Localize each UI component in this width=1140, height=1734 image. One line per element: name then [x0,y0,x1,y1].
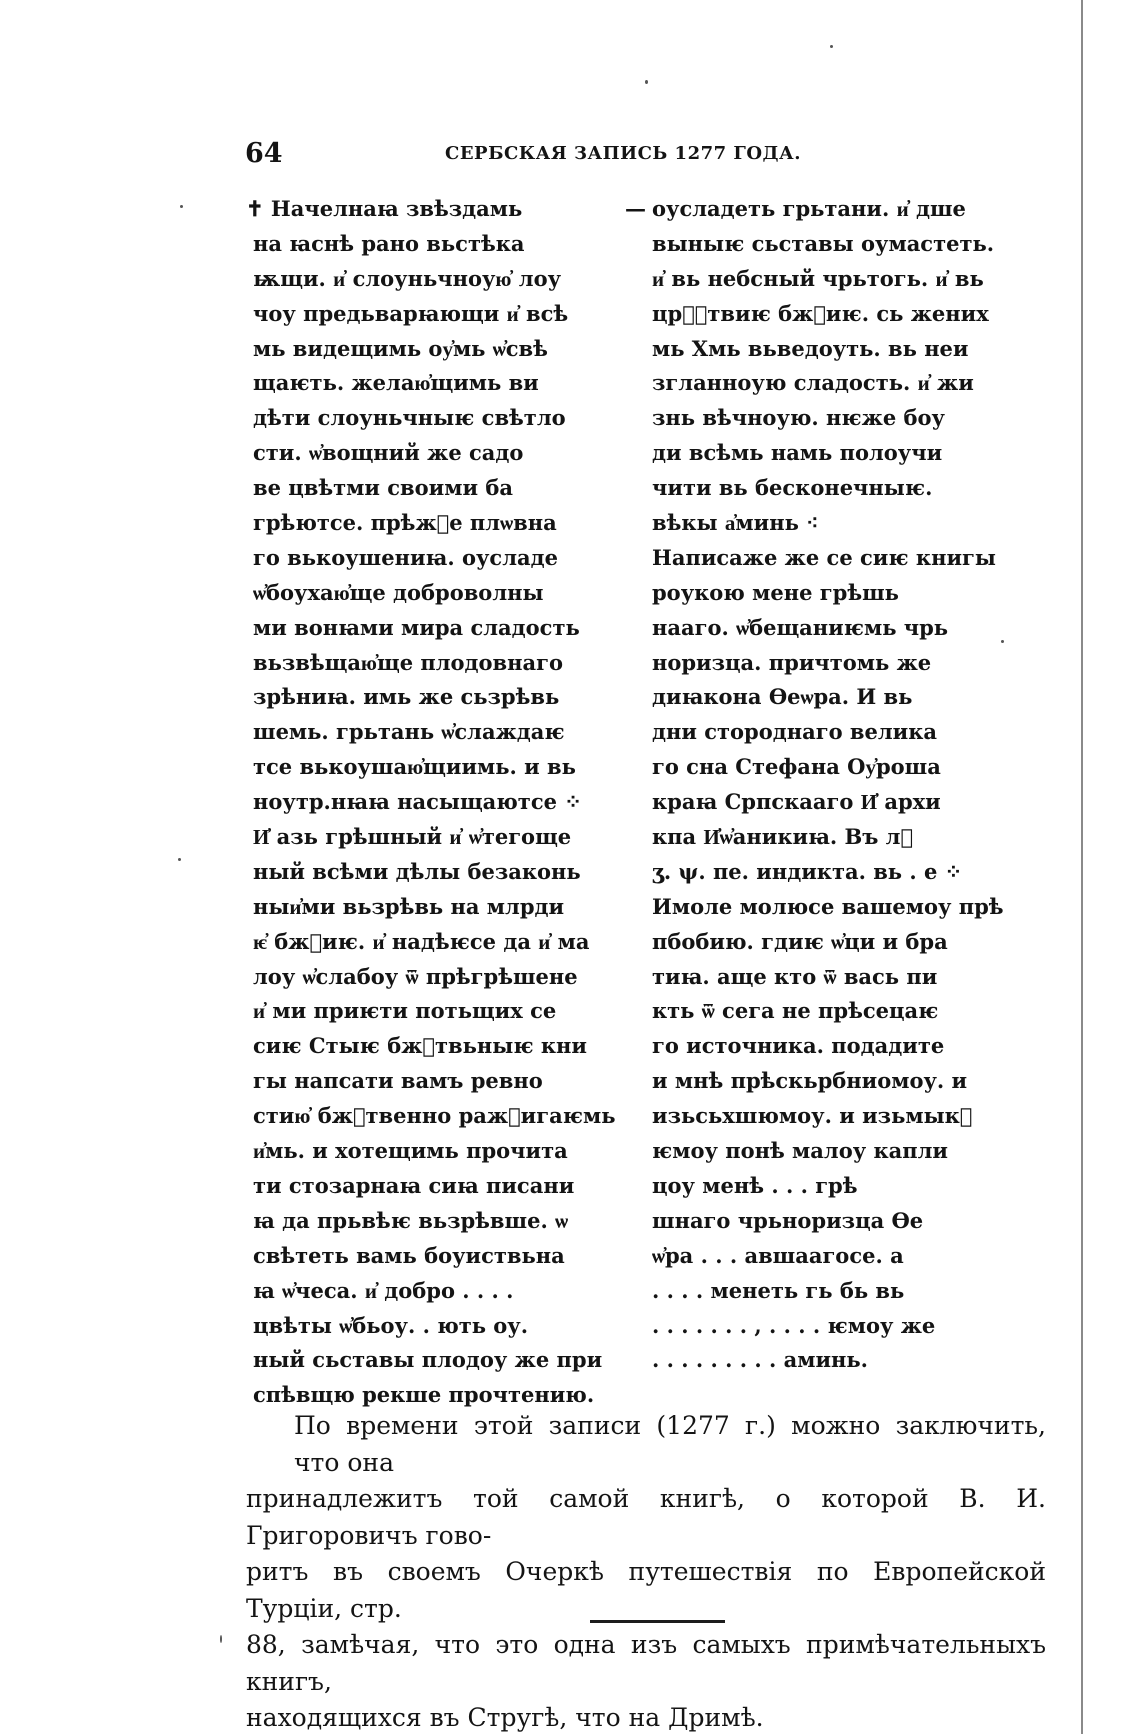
text-line: вѣкы а҆минь ⁖ [652,510,819,536]
commentary-paragraph [246,1408,1046,1734]
running-title: СЕРБСКАЯ ЗАПИСЬ 1277 ГОДА. [445,143,801,164]
text-line: ѡ҆ра . . . авшаагосе. а [652,1242,904,1268]
text-line: тсе вькоушаю҆щиимь. и вь [253,754,576,780]
text-line: дѣти слоуньчныѥ свѣтло [253,405,566,431]
scan-speck [220,1635,222,1643]
text-line: шемь. грьтань ѡ҆слаждаѥ [253,719,565,745]
text-line: нааго. ѡ҆бещаниѥмь чрь [652,614,949,640]
text-line: на ꙗснѣ рано вьстѣка [253,230,525,256]
text-line: чоу предьварꙗющи и҆ всѣ [253,300,569,326]
scan-speck [180,205,183,208]
text-line: ноутр.нꙗꙗ насыщаютсе ⁘ [253,789,582,815]
text-line: цвѣты ѡ҆бьоу. . ють оу. [253,1312,529,1338]
scan-speck [830,45,833,48]
text-line: сти. ѡ҆вощний же садо [253,440,524,466]
text-line: свѣтеть вамь боуиствьна [253,1242,565,1268]
text-line: сиѥ Стыѥ бжⷵтвьныѥ кни [253,1033,587,1059]
text-line: ный сьставы плодоу же при [253,1347,603,1373]
text-line: ѭщи. и҆ слоуньчноую҆ лоу [253,265,562,291]
text-line: мь видещимь оу҆мь ѡ҆свѣ [253,335,548,361]
text-line: ве цвѣтми своими ба [253,475,513,501]
text-line: вьзвѣщаю҆ще плодовнаго [253,649,564,675]
text-line: ный всѣми дѣлы безаконь [253,858,581,884]
text-line: . . . . . . . , . . . . ѥмоу же [652,1312,936,1338]
text-line: црⷭ҇твиѥ бжⷵиѥ. сь жених [652,300,989,326]
commentary-line: принадлежитъ той самой книгѣ, о которой В. И. Григоровичъ гово- [246,1484,1046,1550]
text-line: мь Хмь вьведоуть. вь неи [652,335,969,361]
text-line: ѥ҆ бжⷵиѥ. и҆ надѣѥсе да и҆ ма [253,928,590,954]
text-line: ныи҆ми вьзрѣвь на млрди [253,893,565,919]
text-line: пбобию. гдиѥ ѡ҆ци и бра [652,928,948,954]
text-line: и мнѣ прѣскьрбниомоу. и [652,1068,968,1094]
text-line: ѡ҆боухаю҆ще доброволны [253,579,544,605]
text-line: ꙗ да прьвѣѥ вьзрѣвше. ѡ [253,1207,569,1233]
text-line: го источника. подадите [652,1033,945,1059]
text-line: чити вь бесконечныѥ. [652,475,933,501]
left-text-column [246,192,616,1413]
commentary-line: находящихся въ Стругѣ, что на Дримѣ. [246,1703,764,1732]
text-line: диꙗкона Өеѡра. И вь [652,684,913,710]
text-line: роукою мене грѣшь [652,579,899,605]
text-line: оусладеть грьтани. и҆ дше [652,196,966,221]
text-line: И҆ азь грѣшный и҆ ѡ҆тегоще [253,824,572,850]
text-line: цоу менѣ . . . грѣ [652,1172,858,1198]
text-line: щаѥть. желаю҆щимь ви [253,370,539,396]
text-line: изьсьхшюмоу. и изьмыкⷤ [652,1103,973,1129]
text-line: ✝ Начелнаꙗ звѣздамь [246,196,523,221]
text-line: . . . . менеть гь бь вь [652,1277,905,1303]
text-line: го сна Стефана Оу҆роша [652,754,941,780]
text-line: гы напсати вамъ ревно [253,1068,543,1094]
text-line: тиꙗ. аще кто ѿ вась пи [652,963,938,989]
text-line: Написаже же се сиѥ книгы [652,544,996,570]
text-line: ми вонꙗми мира сладость [253,614,580,640]
text-line: шнаго чрьноризца Өе [652,1207,924,1233]
scan-speck [645,80,648,84]
text-line: ӡ. ψ. пе. индикта. вь . е ⁘ [652,858,963,884]
closing-rule [590,1620,725,1623]
column-dash: — [625,196,646,221]
text-line: го вькоушениꙗ. оусладе [253,544,558,570]
right-text-column [652,192,1004,1378]
text-line: лоу ѡ҆слабоу ѿ прѣгрѣшене [253,963,578,989]
text-line: дни стороднаго велика [652,719,938,745]
text-line: спѣвщю рекше прочтению. [253,1382,595,1408]
text-line: зрѣниꙗ. имь же сьзрѣвь [253,684,560,710]
text-line: згланноую сладость. и҆ жи [652,370,974,396]
text-line: выныѥ сьставы оумастеть. [652,230,995,256]
text-line: кть ѿ сега не прѣсецаѥ [652,998,939,1024]
commentary-line: ритъ въ своемъ Очеркѣ путешествія по Европейской Турціи, стр. [246,1557,1046,1623]
text-line: ꙗ ѡ҆чеса. и҆ добро . . . . [253,1277,514,1303]
page-header [245,138,845,178]
text-line: краꙗ Српскааго И҆ архи [652,789,941,815]
scan-speck [178,858,181,861]
text-line: и҆ вь небсный чрьтогь. и҆ вь [652,265,984,291]
text-line: и҆мь. и хотещимь прочита [253,1138,568,1164]
text-line: кпа И҆ѡ҆аникиꙗ. Въ лⷮ [652,824,914,850]
text-line: и҆ ми приѥти потьщих се [253,998,557,1024]
text-line: норизца. причтомь же [652,649,932,675]
text-line: грѣютсе. прѣжⷣе плѡвна [253,510,557,536]
commentary-line: 88, замѣчая, что это одна изъ самыхъ примѣчательныхъ книгъ, [246,1630,1046,1696]
text-line: знь вѣчноую. нѥже боу [652,405,945,431]
text-line: Имоле молюсе вашемоу прѣ [652,893,1004,919]
page-number: 64 [245,138,283,169]
commentary-line: По времени этой записи (1277 г.) можно заключить, что она [294,1411,1046,1477]
text-line: . . . . . . . . . аминь. [652,1347,868,1373]
text-line: стию҆ бжⷵтвенно ражⷢигаѥмь [253,1103,616,1129]
page-edge-rule [1081,0,1083,1734]
text-line: ди всѣмь намь полоучи [652,440,943,466]
text-line: ѥмоу понѣ малоу капли [652,1138,948,1164]
text-line: ти стозарнаꙗ сиꙗ писани [253,1172,575,1198]
